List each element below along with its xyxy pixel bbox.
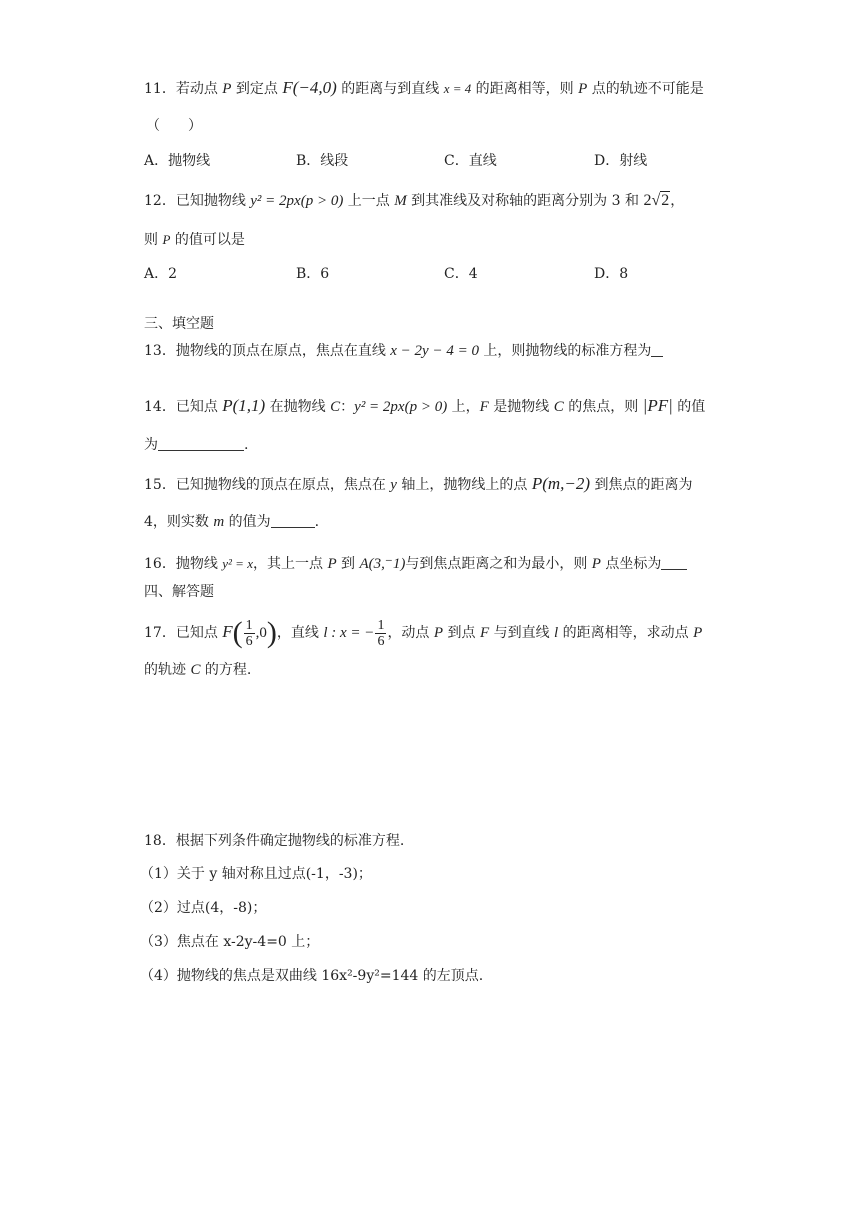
q15-text: 4，则实数 [144,514,214,530]
q14-curve-name: C [330,399,341,415]
question-14 [144,396,705,417]
q17-frac-numerator: 1 [245,617,253,633]
q17-text: ，动点 [387,625,434,641]
q11-text: 11．若动点 [144,81,223,97]
q15-text: 轴上，抛物线上的点 [396,477,532,493]
question-17 [144,612,702,653]
section-heading-answer: 四、解答题 [144,584,214,600]
q13-equation: x − 2y − 4 = 0 [390,343,479,359]
q17-frac-denominator: 6 [245,633,253,649]
q15-text: 15．已知抛物线的顶点在原点，焦点在 [144,477,391,493]
q17-frac-denominator: 6 [377,633,385,649]
question-15 [144,474,693,495]
q15-axis: y [390,477,397,493]
q16-text: ，其上一点 [252,556,328,572]
q11-option-c: C．直线 [444,153,497,169]
q12-curve: y² = 2px(p > 0) [250,193,344,209]
q16-var-p: P [327,556,337,572]
q12-text: 上一点 [343,193,395,209]
q17-text: 到点 [443,625,480,641]
q17-frac-numerator: 1 [377,617,385,633]
q17-var-p: P [693,625,703,641]
q17-var-f: F [222,622,233,641]
q16-var-p: P [591,556,601,572]
q12-text: 的值可以是 [170,232,245,248]
q12-var-p: P [162,232,171,247]
q14-text: . [244,437,249,453]
q14-text: 为 [144,437,158,453]
question-16 [144,554,687,574]
q15-point: P(m,−2) [531,474,591,493]
q15-line2 [144,512,319,532]
q14-line2 [144,435,248,455]
q14-text: 14．已知点 [144,399,223,415]
q12-option-c: C．4 [444,266,478,282]
q14-point: P(1,1) [222,396,266,415]
q17-line2 [144,660,251,680]
q12-text: 则 [144,232,163,248]
q17-text: 的方程. [200,662,252,678]
q17-text: ，直线 [276,625,324,641]
q17-fraction [244,618,255,649]
q16-text: 16．抛物线 [144,556,223,572]
q17-text: 的轨迹 [144,662,191,678]
q18-item-2: （2）过点(4，-8)； [140,900,267,916]
q18-item-1: （1）关于 y 轴对称且过点(-1，-3)； [140,866,372,882]
q14-text: 的焦点，则 [563,399,643,415]
q15-text: 的值为 [224,514,271,530]
question-12 [144,191,684,211]
q13-text: 13．抛物线的顶点在原点，焦点在直线 [144,343,391,359]
q12-line2 [144,230,245,250]
q18-item-3: （3）焦点在 x-2y-4=0 上； [140,934,320,950]
q12-sqrt-radicand: 2 [661,192,670,209]
q14-text: 是抛物线 [488,399,554,415]
q13-answer-blank[interactable] [651,342,663,357]
q11-option-a: A．抛物线 [144,153,211,169]
q17-point-tail: ,0 [255,625,267,641]
q11-text: 点的轨迹不可能是 [587,81,704,97]
q12-text: 12．已知抛物线 [144,193,251,209]
q11-text: 到定点 [231,81,283,97]
q11-option-b: B．线段 [296,153,349,169]
q16-text: 点坐标为 [600,556,662,572]
q12-sqrt: 2√2 [643,192,670,209]
q15-text: 到焦点的距离为 [590,477,693,493]
section-heading-fill-blank: 三、填空题 [144,316,214,332]
q12-option-d: D．8 [594,266,629,282]
q17-var-f: F [479,625,490,641]
q16-point-a: A(3,⁻1) [359,556,406,572]
q11-var-p: P [222,81,232,97]
q11-option-d: D．射线 [594,153,648,169]
q12-sqrt-coef: 2 [643,192,652,209]
q17-text: 与到直线 [489,625,555,641]
q12-option-a: A．2 [144,266,178,282]
q14-answer-blank[interactable] [158,436,244,451]
q14-abs-pf: |PF| [642,396,673,415]
q14-text: 的值 [672,399,706,415]
q11-var-p: P [578,81,588,97]
q17-var-c: C [190,662,201,678]
q12-option-b: B．6 [296,266,330,282]
q14-var-f: F [479,399,489,415]
q14-text: 上， [447,399,480,415]
q12-text: ， [670,193,685,209]
q15-var-m: m [213,514,225,530]
q17-fraction-2 [375,618,386,649]
q11-text: 的距离相等，则 [471,81,579,97]
q11-answer-paren: （ ） [146,118,202,134]
question-11 [144,78,704,99]
q15-answer-blank[interactable] [271,513,315,528]
q11-text: 的距离与到直线 [336,81,444,97]
q11-point-f: F(−4,0) [282,78,337,97]
q16-text: 到 [336,556,360,572]
q16-curve: y² = x [222,556,253,571]
q12-text: 到其准线及对称轴的距离分别为 3 和 [406,193,644,209]
question-18-title: 18．根据下列条件确定抛物线的标准方程. [144,833,405,849]
q14-text: 在抛物线 [265,399,331,415]
q17-text: 的距离相等，求动点 [558,625,694,641]
q17-var-p: P [433,625,444,641]
question-13 [144,341,663,361]
q15-text: . [314,514,320,530]
q16-text: 与到焦点距离之和为最小，则 [405,556,592,572]
q17-var-l: l [554,625,559,641]
q14-text: ： [340,399,355,415]
q16-answer-blank[interactable] [661,555,687,570]
q18-item-4: （4）抛物线的焦点是双曲线 16x²-9y²=144 的左顶点. [140,968,484,984]
q17-line-l: l : x = − [323,625,375,641]
q11-line-eq: x = 4 [443,81,472,96]
q14-curve: y² = 2px(p > 0) [354,399,448,415]
q14-curve-name: C [553,399,564,415]
q17-paren-close: ) [266,616,277,649]
q17-text: 17．已知点 [144,625,223,641]
q13-text: 上，则抛物线的标准方程为 [478,343,652,359]
q12-var-m: M [394,193,407,209]
q17-paren-open: ( [232,616,243,649]
